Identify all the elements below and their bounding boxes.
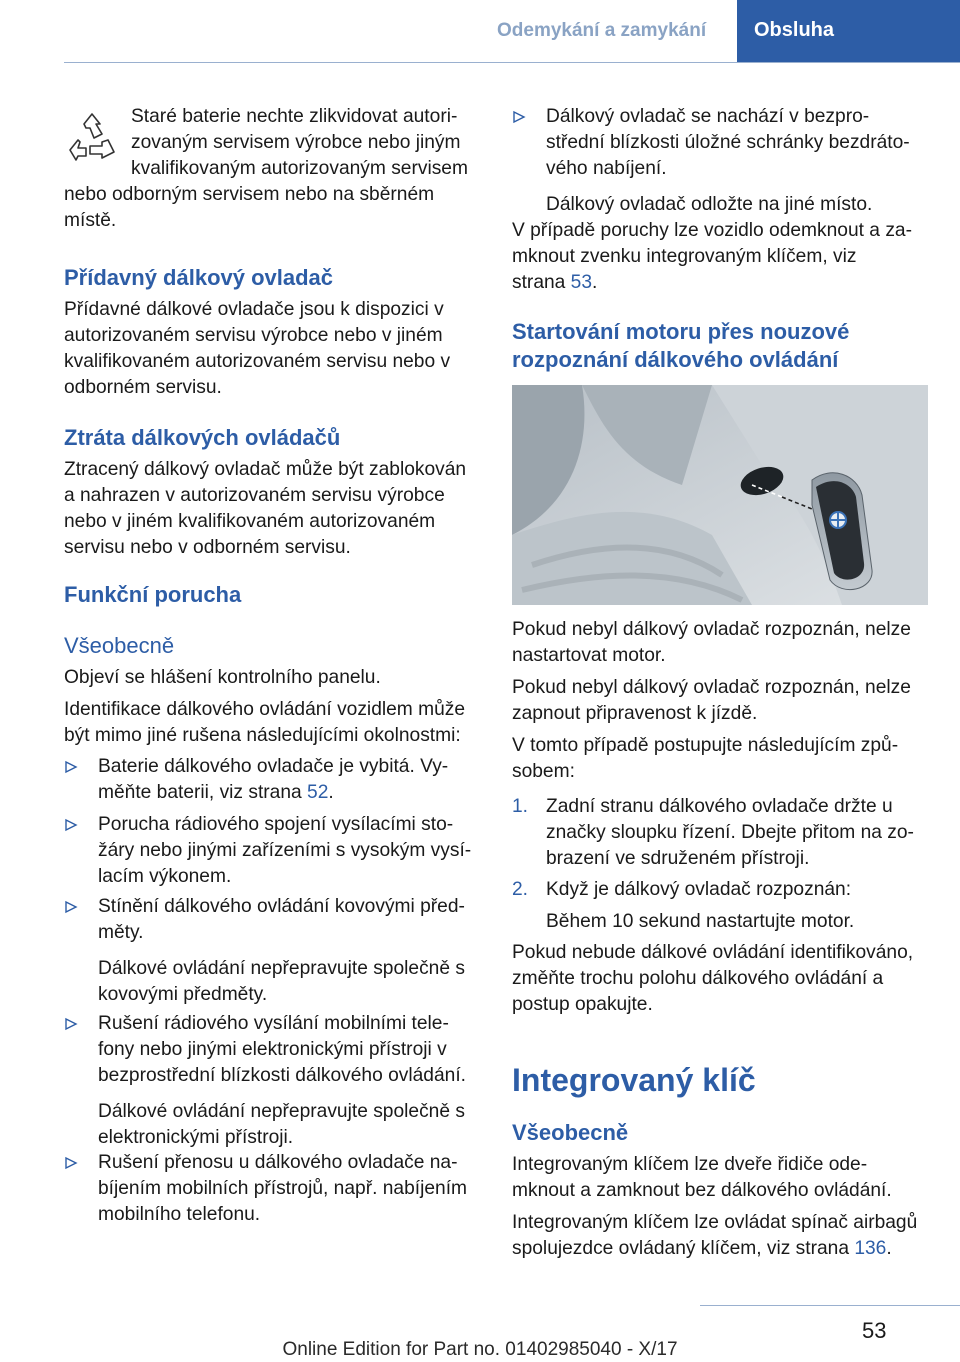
steering-column-key-illustration — [512, 385, 928, 605]
paragraph-loss: Ztracený dálkový ovladač může být zablokován a nahrazen v autorizovaném servisu výrobce nebo v jiném kvalifikovaném autorizovaném servisu nebo v odborném servisu. — [64, 459, 467, 558]
paragraph-general: Objeví se hlášení kontrolního panelu. — [64, 667, 381, 688]
page-link-52[interactable]: 52 — [307, 782, 329, 803]
heading-integrated-key: Integrovaný klíč — [512, 1062, 756, 1098]
paragraph-start-3: V tomto případě postupujte následujícím způ‐ sobem: — [512, 735, 899, 782]
triangle-bullet-icon — [64, 812, 84, 838]
subheading-general: Všeobecně — [64, 633, 175, 658]
paragraph-fault-key: V případě poruchy lze vozidlo odemknout a za‐ mknout zvenku integrovaným klíčem, viz strana 53. — [512, 220, 912, 293]
header-rule — [64, 62, 960, 63]
recycle-note-line: zovaným servisem výrobce nebo jiným — [131, 132, 461, 153]
triangle-bullet-icon — [64, 1150, 84, 1176]
recycle-note-line: místě. — [64, 210, 117, 231]
paragraph-key-1: Integrovaným klíčem lze dveře řidiče ode‐ mknout a zamknout bez dálkového ovládání. — [512, 1154, 892, 1201]
step-number: 1. — [512, 796, 529, 817]
triangle-bullet-icon — [512, 104, 532, 130]
heading-emergency-start: Startování motoru přes nouzové rozpoznání dálkového ovládání — [512, 319, 850, 372]
page-number: 53 — [862, 1318, 887, 1343]
paragraph-key-2: Integrovaným klíčem lze ovládat spínač airbagů spolujezdce ovládaný klíčem, viz strana 136. — [512, 1212, 918, 1259]
footer-rule — [700, 1305, 960, 1306]
paragraph-start-2: Pokud nebyl dálkový ovladač rozpoznán, nelze zapnout připravenost k jízdě. — [512, 677, 911, 724]
page-link-53[interactable]: 53 — [570, 272, 593, 293]
header-section-title: Odemykání a zamykání — [497, 20, 707, 41]
triangle-bullet-icon — [64, 1011, 84, 1037]
paragraph-interference: Identifikace dálkového ovládání vozidlem může být mimo jiné rušena následujícími okolnostmi: — [64, 699, 466, 746]
recycle-note-line: Staré baterie nechte zlikvidovat autori‐ — [131, 106, 458, 127]
recycle-icon — [64, 110, 120, 166]
recycle-note-line: kvalifikovaným autorizovaným servisem — [131, 158, 468, 179]
triangle-bullet-icon — [64, 894, 84, 920]
paragraph-extra-remote: Přídavné dálkové ovladače jsou k dispozici v autorizovaném servisu výrobce nebo v jiném kvalifikovaném autorizovaném servisu nebo v odborném servisu. — [64, 299, 451, 398]
footer-edition: Online Edition for Part no. 01402985040 - X/17 — [282, 1339, 678, 1360]
header-tab: Obsluha — [737, 0, 960, 63]
paragraph-start-1: Pokud nebyl dálkový ovladač rozpoznán, nelze nastartovat motor. — [512, 619, 911, 666]
heading-loss: Ztráta dálkových ovládačů — [64, 425, 341, 450]
paragraph-start-4: Pokud nebude dálkové ovládání identifikováno, změňte trochu polohu dálkového ovládání a postup opakujte. — [512, 942, 914, 1015]
heading-extra-remote: Přídavný dálkový ovladač — [64, 265, 334, 290]
subheading-key-general: Všeobecně — [512, 1120, 629, 1145]
triangle-bullet-icon — [64, 754, 84, 780]
step-number: 2. — [512, 879, 529, 900]
heading-fault: Funkční porucha — [64, 582, 242, 607]
page-link-136[interactable]: 136 — [854, 1238, 887, 1259]
recycle-note-line: nebo odborným servisem nebo na sběrném — [64, 184, 435, 205]
